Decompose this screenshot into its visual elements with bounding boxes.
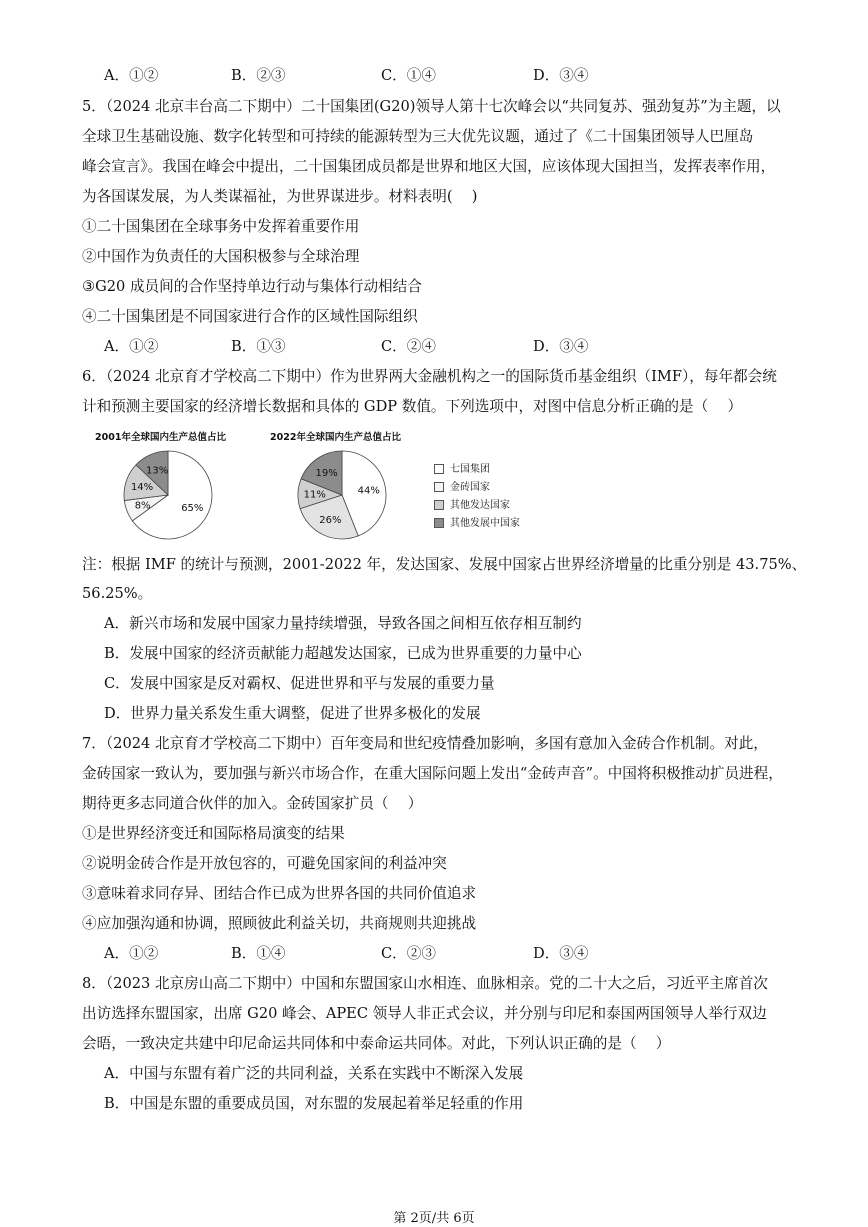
pie-label-2001-1: 8%	[134, 500, 151, 512]
page-footer: 第 2页/共 6页	[393, 1211, 475, 1226]
pie-2001-title: 2001年全球国内生产总值占比	[95, 432, 226, 443]
legend-label: 七国集团	[450, 464, 490, 475]
q8-stem-line: 8．（2023 北京房山高二下期中）中国和东盟国家山水相连、血脉相亲。党的二十大之后，习近平主席首次	[82, 975, 768, 992]
q6-note-line: 56.25%。	[82, 585, 153, 602]
q5-stem-line: 全球卫生基础设施、数字化转型和可持续的能源转型为三大优先议题，通过了《二十国集团领导人巴厘岛	[82, 128, 754, 145]
q7-statement: ③意味着求同存异、团结合作已成为世界各国的共同价值追求	[82, 885, 477, 902]
option-d[interactable]: D．③④	[533, 945, 589, 962]
q7-statement: ④应加强沟通和协调，照顾彼此利益关切，共商规则共迎挑战	[82, 915, 477, 932]
q5-statement: ④二十国集团是不同国家进行合作的区域性国际组织	[82, 308, 418, 325]
q5-statement: ②中国作为负责任的大国积极参与全球治理	[82, 248, 360, 265]
legend-swatch	[434, 500, 444, 510]
pie-2022-title: 2022年全球国内生产总值占比	[270, 432, 401, 443]
legend-swatch	[434, 482, 444, 492]
q5-stem-line: 为各国谋发展，为人类谋福祉，为世界谋进步。材料表明( )	[82, 188, 478, 205]
option-a[interactable]: A．①②	[104, 338, 159, 355]
q8-option-b[interactable]: B．中国是东盟的重要成员国，对东盟的发展起着举足轻重的作用	[104, 1095, 524, 1112]
option-b[interactable]: B．①④	[231, 945, 286, 962]
pie-label-2022-1: 26%	[319, 515, 342, 527]
q6-option-d[interactable]: D．世界力量关系发生重大调整，促进了世界多极化的发展	[104, 705, 481, 722]
option-d[interactable]: D．③④	[533, 67, 589, 84]
pie-label-2022-0: 44%	[357, 485, 380, 497]
legend-label: 金砖国家	[450, 482, 490, 493]
pie-label-2022-2: 11%	[303, 489, 326, 501]
q5-statement: ①二十国集团在全球事务中发挥着重要作用	[82, 218, 360, 235]
pie-label-2022-3: 19%	[315, 467, 338, 479]
q6-note-line: 注：根据 IMF 的统计与预测，2001-2022 年，发达国家、发展中国家占世界经济增量的比重分别是 43.75%、	[82, 556, 807, 573]
option-a[interactable]: A．①②	[104, 945, 159, 962]
legend-label: 其他发达国家	[450, 500, 510, 511]
q6-stem-line: 计和预测主要国家的经济增长数据和具体的 GDP 数值。下列选项中，对图中信息分析正确的是（ ）	[82, 398, 743, 415]
q8-stem-line: 出访选择东盟国家，出席 G20 峰会、APEC 领导人非正式会议，并分别与印尼和泰国两国领导人举行双边	[82, 1005, 767, 1022]
legend-label: 其他发展中国家	[450, 518, 520, 529]
pie-chart-2001	[118, 445, 218, 545]
option-c[interactable]: C．②③	[381, 945, 436, 962]
q8-option-a[interactable]: A．中国与东盟有着广泛的共同利益，关系在实践中不断深入发展	[104, 1065, 524, 1082]
legend-item	[434, 461, 520, 479]
option-c[interactable]: C．①④	[381, 67, 436, 84]
option-d[interactable]: D．③④	[533, 338, 589, 355]
legend-item	[434, 515, 520, 533]
option-c[interactable]: C．②④	[381, 338, 436, 355]
q5-statement: ③G20 成员间的合作坚持单边行动与集体行动相结合	[82, 278, 422, 295]
pie-label-2001-2: 14%	[130, 482, 154, 494]
q7-statement: ①是世界经济变迁和国际格局演变的结果	[82, 825, 345, 842]
option-b[interactable]: B．①③	[231, 338, 286, 355]
q5-stem-line: 峰会宣言》。我国在峰会中提出，二十国集团成员都是世界和地区大国，应该体现大国担当，发挥表率作用，	[82, 158, 776, 175]
legend-item	[434, 497, 520, 515]
legend-swatch	[434, 518, 444, 528]
legend-swatch	[434, 464, 444, 474]
q6-stem-line: 6．（2024 北京育才学校高二下期中）作为世界两大金融机构之一的国际货币基金组织（IMF），每年都会统	[82, 368, 777, 385]
q7-stem-line: 7．（2024 北京育才学校高二下期中）百年变局和世纪疫情叠加影响，多国有意加入金砖合作机制。对此，	[82, 735, 768, 752]
q7-stem-line: 期待更多志同道合伙伴的加入。金砖国家扩员（ ）	[82, 795, 423, 812]
q6-option-a[interactable]: A．新兴市场和发展中国家力量持续增强，导致各国之间相互依存相互制约	[104, 615, 582, 632]
pie-label-2001-3: 13%	[146, 465, 169, 477]
q6-option-c[interactable]: C．发展中国家是反对霸权、促进世界和平与发展的重要力量	[104, 675, 495, 692]
option-a[interactable]: A．①②	[104, 67, 159, 84]
pie-chart-2022	[292, 445, 392, 545]
legend-item	[434, 479, 520, 497]
q7-statement: ②说明金砖合作是开放包容的，可避免国家间的利益冲突	[82, 855, 447, 872]
option-b[interactable]: B．②③	[231, 67, 286, 84]
q8-stem-line: 会晤，一致决定共建中印尼命运共同体和中泰命运共同体。对此，下列认识正确的是（ ）	[82, 1035, 671, 1052]
q7-stem-line: 金砖国家一致认为，要加强与新兴市场合作，在重大国际问题上发出“金砖声音”。中国将积极推动扩员进程，	[82, 765, 783, 782]
pie-label-2001-0: 65%	[181, 502, 204, 514]
q5-stem-line: 5．（2024 北京丰台高二下期中）二十国集团(G20)领导人第十七次峰会以“共同复苏、强劲复苏”为主题，以	[82, 98, 781, 115]
q6-option-b[interactable]: B．发展中国家的经济贡献能力超越发达国家，已成为世界重要的力量中心	[104, 645, 582, 662]
chart-legend	[434, 461, 520, 533]
